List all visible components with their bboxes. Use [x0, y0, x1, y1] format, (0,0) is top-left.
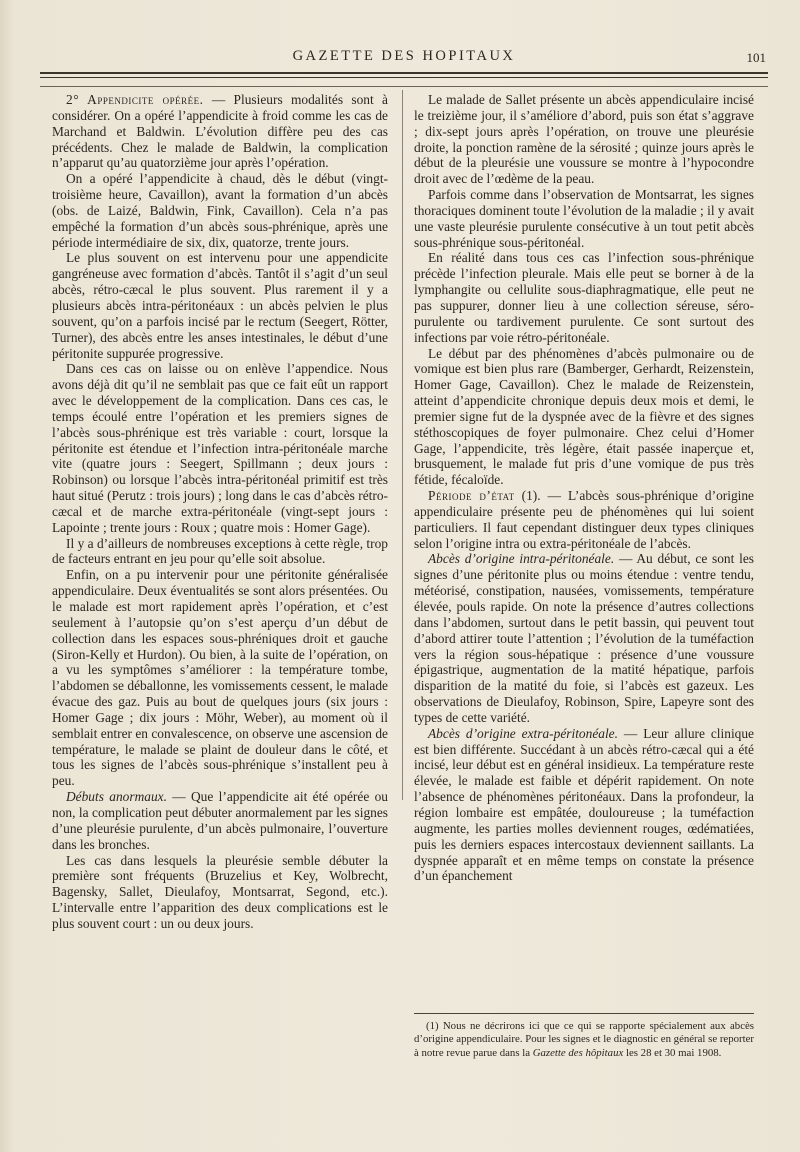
- header-thin-rule: [40, 86, 768, 87]
- paragraph: Il y a d’ailleurs de nombreuses exceptions à cette règle, trop de facteurs entrant en jeu pour qu’elle soit absolue.: [52, 535, 388, 567]
- paragraph: [414, 551, 754, 725]
- paragraph-text: (1). — L’abcès sous-phrénique d’origine appendiculaire présente peu de phénomènes qui lui soient particuliers. Il faut cependant distinguer deux types cliniques selon l’origine intra ou extra-péritonéale de l’abcès.: [414, 488, 754, 551]
- section-heading: Période d’état: [428, 488, 515, 504]
- paragraph: [52, 92, 388, 171]
- paragraph: Le malade de Sallet présente un abcès appendiculaire incisé le treizième jour, il s’améliore d’abord, puis son état s’aggrave ; dix-sept jours après l’opération, on trouve une pleurésie droite, la ponction ramène de la sérosité ; quinze jours après le début de la pleurésie une voussure se montre à l’hypocondre droit avec de l’œdème de la peau.: [414, 92, 754, 187]
- paragraph-text: — Leur allure clinique est bien différente. Succédant à un abcès rétro-cæcal qui a été incisé, leur début est en général insidieux. La température reste élevée, le malade est faible et dépérit rapidement. On note l’absence de phénomènes péritonéaux. Dans la profondeur, la région lombaire est empâtée, douloureuse ; la tuméfaction augmente, les parties molles deviennent rouges, œdématiées, puis les derniers espaces intercostaux deviennent saillants. La dyspnée apparaît et en même temps on constate la présence d’un épanchement: [414, 725, 754, 884]
- journal-title: GAZETTE DES HOPITAUX: [292, 48, 516, 64]
- paragraph-text: — Que l’appendicite ait été opérée ou non, la complication peut débuter anormalement par les signes d’une pleurésie purulente, d’un abcès pulmonaire, l’ouverture dans les bronches.: [52, 789, 389, 852]
- paragraph: [52, 789, 388, 852]
- section-heading: 2° Appendicite opérée.: [66, 92, 204, 107]
- header-double-rule: [40, 72, 768, 78]
- paragraph: Le début par des phénomènes d’abcès pulmonaire ou de vomique est bien plus rare (Bamberger, Gerhardt, Reizenstein, Homer Gage, Cavaillon). Chez le malade de Reizenstein, atteint d’appendicite chronique depuis deux mois et demi, le premier signe fut de la dyspnée avec de la fièvre et des signes stéthoscopiques de foyer pulmonaire. Chez celui d’Homer Gage, l’appendicite, très légère, était passée inaperçue et, brusquement, le malade fut pris d’une vomique de pus très fétide, fécaloïde.: [414, 345, 754, 488]
- paragraph: On a opéré l’appendicite à chaud, dès le début (vingt-troisième heure, Cavaillon), avant la formation d’un abcès (obs. de Laizé, Baldwin, Fink, Cavaillon). Cela n’a pas empêché la formation d’un abcès sous-phrénique, après une période intermédiaire de six, dix, quatorze, trente jours.: [52, 171, 388, 250]
- paragraph: Parfois comme dans l’observation de Montsarrat, les signes thoraciques dominent toute l’évolution de la maladie ; il y avait une vaste pleurésie purulente consécutive à un tout petit abcès sous-phrénique sous-péritonéal.: [414, 187, 754, 250]
- running-head: [40, 48, 768, 70]
- paragraph: Enfin, on a pu intervenir pour une péritonite généralisée appendiculaire. Deux éventualités se sont alors présentées. Ou le malade est mort rapidement après l’opération, et c’est seulement à l’autopsie qu’on s’est aperçu d’un début de collection dans les espaces sous-phréniques droit et gauche (Siron-Kelly et Hurdon). Ou bien, à la suite de l’opération, on a vu les symptômes s’améliorer : la température tombe, l’abdomen se déballonne, les vomissements cessent, le malade évacue des gaz. Puis au bout de quelques jours (six jours : Homer Gage ; dix jours : Möhr, Weber), au moment où il semblait entrer en convalescence, on observe une ascension de température, le malade se plaint de douleur dans le côté, et tous les signes de l’abcès sous-phrénique s’installent peu à peu.: [52, 567, 388, 789]
- subsection-heading: Débuts anormaux.: [66, 789, 167, 805]
- subsection-heading: Abcès d’origine extra-péritonéale.: [428, 725, 618, 741]
- paragraph: Le plus souvent on est intervenu pour une appendicite gangréneuse avec formation d’abcès. Tantôt il s’agit d’un seul abcès, rétro-cæcal le plus souvent. Plus rarement il y a plusieurs abcès intra-péritonéaux : un abcès pelvien le plus souvent, qu’on a parfois incisé par le rectum (Seegert, Rötter, Turner), des abcès entre les anses intestinales, le début d’une péritonite suppurée progressive.: [52, 250, 388, 361]
- paragraph: [414, 726, 754, 884]
- column-divider: [402, 90, 403, 800]
- footnote: [414, 1020, 754, 1060]
- paragraph-text: — Au début, ce sont les signes d’une péritonite plus ou moins étendue : ventre tendu, météorisé, constipation, nausées, vomissements, température élevée, pouls rapide. On note la présence d’autres collections dans l’abdomen, surtout dans le petit bassin, qui peuvent tout d’abord attirer toute l’attention ; l’évolution de la tuméfaction vers la région sous-hépatique : présence d’une voussure épigastrique, augmentation de la matité hépatique, parfois disparition de la matité du foie, si l’abcès est gazeux. Les observations de Dieulafoy, Robinson, Spire, Lapeyre sont des types de cette variété.: [414, 551, 754, 725]
- footnote-suffix: les 28 et 30 mai 1908.: [623, 1046, 722, 1059]
- paragraph: Les cas dans lesquels la pleurésie semble débuter la première sont fréquents (Bruzelius et Key, Wolbrecht, Bagensky, Sallet, Dieulafoy, Montsarrat, Segond, etc.). L’intervalle entre l’apparition des deux complications est le plus souvent court : un ou deux jours.: [52, 852, 388, 931]
- paragraph: [414, 488, 754, 551]
- paragraph: Dans ces cas on laisse ou on enlève l’appendice. Nous avons déjà dit qu’il ne semblait pas que ce fait eût un rapport avec le développement de la complication. Dans ces cas, le temps écoulé entre l’opération et les premiers signes de l’abcès sous-phrénique est très variable : court, lorsque la péritonite est étendue et l’infection intra-péritonéale marche vite (quatre jours : Seegert, Spillmann ; deux jours : Robinson) ou lorsque l’abcès intra-péritonéal primitif est très haut situé (Perutz : trois jours) ; long dans le cas d’abcès rétro-cæcal et de marche extra-péritonéale (vingt-sept jours : Lapointe ; trente jours : Roux ; quatre mois : Homer Gage).: [52, 361, 388, 535]
- footnote-journal: Gazette des hôpitaux: [532, 1046, 624, 1059]
- page-number: 101: [746, 50, 766, 65]
- left-column: [52, 92, 388, 932]
- footnote-rule: [414, 1013, 754, 1014]
- paragraph: En réalité dans tous ces cas l’infection sous-phrénique précède l’infection pleurale. Mais elle peut se borner à de la lymphangite ou cellulite sous-diaphragmatique, elle peut ne pas suppurer, donner lieu à une collection séreuse, séro-purulente ou tardivement purulente. Ce sont surtout des infections par voie rétro-péritonéale.: [414, 250, 754, 345]
- footnote-text: [414, 1020, 754, 1060]
- right-column: [414, 92, 754, 884]
- footnote-prefix: (1) Nous ne décrirons ici que ce qui se rapporte spécialement aux abcès d’origine appendiculaire. Pour les signes et le diagnostic en général se reporter à notre revue parue dans la: [414, 1020, 754, 1059]
- subsection-heading: Abcès d’origine intra-péritonéale.: [428, 551, 615, 567]
- paragraph-text: — Plusieurs modalités sont à considérer. On a opéré l’appendicite à froid comme les cas de Marchand et Baldwin. L’évolution diffère peu des cas précédents. Chez le malade de Baldwin, la complication n’apparut qu’au quatorzième jour après l’opération.: [52, 92, 388, 171]
